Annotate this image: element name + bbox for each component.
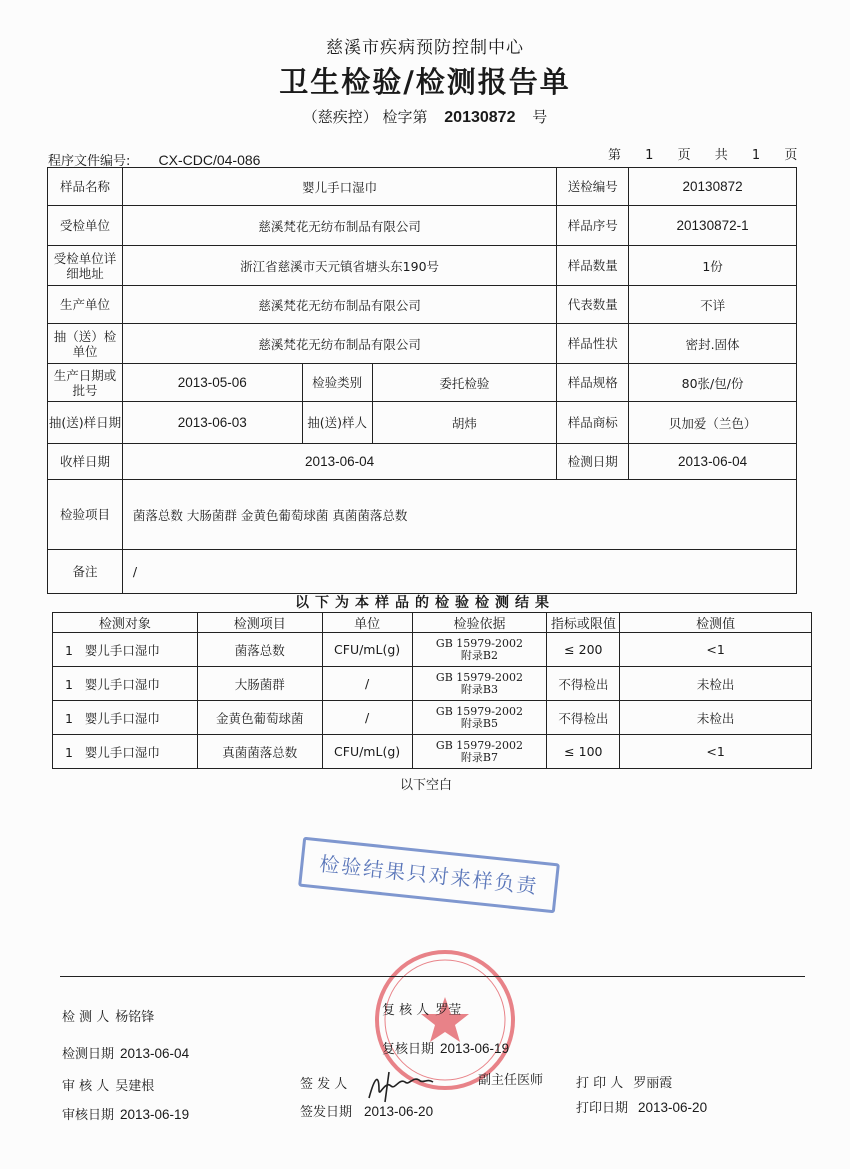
results-table xyxy=(52,612,812,769)
receive-date: 2013-06-04 xyxy=(122,444,556,480)
pagination xyxy=(608,144,817,163)
reviewer-label: 审 核 人 xyxy=(62,1079,110,1094)
test-date-sign xyxy=(62,1043,189,1062)
table-row xyxy=(48,286,797,324)
table-row xyxy=(48,444,797,480)
table-row xyxy=(48,364,797,402)
column-header: 检验依据 xyxy=(412,613,547,633)
test-type: 委托检验 xyxy=(372,364,557,402)
basis-standard: GB 15979-2002 xyxy=(435,738,523,752)
cell-label: 检验类别 xyxy=(302,364,372,402)
table-row xyxy=(48,168,797,206)
page-label: 第 xyxy=(608,148,622,163)
table-row xyxy=(53,667,812,701)
cell-label: 检测日期 xyxy=(557,444,629,480)
client-unit: 慈溪梵花无纺布制品有限公司 xyxy=(122,206,556,246)
table-row xyxy=(48,402,797,444)
issue-date-label: 签发日期 xyxy=(300,1105,353,1120)
cell-label: 样品规格 xyxy=(557,364,629,402)
basis-appendix: 附录B5 xyxy=(460,716,499,730)
production-date: 2013-05-06 xyxy=(122,364,302,402)
result-object xyxy=(53,633,198,667)
row-index: 1 xyxy=(65,676,73,692)
organization-name: 慈溪市疾病预防控制中心 xyxy=(326,38,524,58)
result-unit: / xyxy=(322,667,412,701)
report-number-value: 20130872 xyxy=(444,109,516,126)
responsibility-stamp: 检验结果只对来样负责 xyxy=(298,837,560,914)
table-row xyxy=(53,633,812,667)
object-name: 婴儿手口湿巾 xyxy=(84,642,160,658)
cell-label: 样品数量 xyxy=(557,246,629,286)
test-items: 菌落总数 大肠菌群 金黄色葡萄球菌 真菌菌落总数 xyxy=(122,480,796,550)
result-object xyxy=(53,667,198,701)
result-object xyxy=(53,701,198,735)
column-header: 单位 xyxy=(322,613,412,633)
print-date-label: 打印日期 xyxy=(576,1101,629,1116)
result-basis xyxy=(412,667,547,701)
sampling-date: 2013-06-03 xyxy=(122,402,302,444)
reviewer-name: 吴建根 xyxy=(115,1079,155,1094)
rechecker-name: 罗莹 xyxy=(435,1003,462,1018)
table-row xyxy=(48,324,797,364)
column-header: 检测项目 xyxy=(197,613,322,633)
basis-standard: GB 15979-2002 xyxy=(435,670,523,684)
cell-label: 受检单位 xyxy=(48,206,123,246)
cell-label: 生产日期或批号 xyxy=(48,364,123,402)
total-unit: 页 xyxy=(784,148,798,163)
test-date-label: 检测日期 xyxy=(62,1047,115,1062)
tester-name: 杨铭锋 xyxy=(115,1010,155,1025)
result-basis xyxy=(412,633,547,667)
table-row xyxy=(48,246,797,286)
cell-label: 抽(送)样人 xyxy=(302,402,372,444)
program-doc-label: 程序文件编号: xyxy=(48,154,131,169)
result-item: 真菌菌落总数 xyxy=(197,735,322,769)
issue-date-sign xyxy=(300,1101,433,1120)
result-unit: CFU/mL(g) xyxy=(322,633,412,667)
table-row xyxy=(48,480,797,550)
issuer-label-block xyxy=(300,1073,347,1092)
issuer-label: 签 发 人 xyxy=(300,1077,348,1092)
result-value: <1 xyxy=(620,633,812,667)
report-number xyxy=(0,106,850,127)
sample-info-table xyxy=(47,167,797,594)
client-address: 浙江省慈溪市天元镇省塘头东190号 xyxy=(122,246,556,286)
report-number-prefix: （慈疾控） 检字第 xyxy=(302,108,428,126)
review-date-label: 审核日期 xyxy=(62,1108,115,1123)
result-limit: 不得检出 xyxy=(547,701,620,735)
basis-standard: GB 15979-2002 xyxy=(435,704,523,718)
review-date-sign xyxy=(62,1104,189,1123)
results-title: 以下为本样品的检验检测结果 xyxy=(295,595,555,611)
submit-number: 20130872 xyxy=(629,168,797,206)
test-date-value: 2013-06-04 xyxy=(120,1046,190,1061)
results-header-row xyxy=(53,613,812,633)
column-header: 检测值 xyxy=(620,613,812,633)
blank-below-note: 以下空白 xyxy=(400,778,453,793)
cell-label: 受检单位详细地址 xyxy=(48,246,123,286)
row-index: 1 xyxy=(65,642,73,658)
sample-brand: 贝加爱（兰色） xyxy=(629,402,797,444)
tester-label: 检 测 人 xyxy=(62,1010,110,1025)
table-row xyxy=(48,206,797,246)
printer-name: 罗丽霞 xyxy=(633,1076,673,1091)
cell-label: 样品名称 xyxy=(48,168,123,206)
total-pages: 1 xyxy=(751,148,761,163)
tester xyxy=(62,1006,154,1025)
result-limit: ≤ 100 xyxy=(547,735,620,769)
cell-label: 送检编号 xyxy=(557,168,629,206)
cell-label: 收样日期 xyxy=(48,444,123,480)
rechecker-label: 复 核 人 xyxy=(382,1003,430,1018)
report-title: 卫生检验/检测报告单 xyxy=(279,65,571,99)
column-header: 指标或限值 xyxy=(547,613,620,633)
program-doc-value: CX-CDC/04-086 xyxy=(158,152,261,168)
cell-label: 检验项目 xyxy=(48,480,123,550)
result-value: <1 xyxy=(620,735,812,769)
result-unit: / xyxy=(322,701,412,735)
cell-label: 样品序号 xyxy=(557,206,629,246)
recheck-date-label: 复核日期 xyxy=(382,1042,435,1057)
review-date-value: 2013-06-19 xyxy=(120,1107,190,1122)
sample-sequence: 20130872-1 xyxy=(629,206,797,246)
cell-label: 抽（送）检单位 xyxy=(48,324,123,364)
result-item: 金黄色葡萄球菌 xyxy=(197,701,322,735)
basis-appendix: 附录B7 xyxy=(460,750,499,764)
cell-label: 样品商标 xyxy=(557,402,629,444)
printer-label: 打 印 人 xyxy=(576,1076,624,1091)
table-row xyxy=(53,701,812,735)
result-basis xyxy=(412,701,547,735)
result-value: 未检出 xyxy=(620,667,812,701)
reviewer xyxy=(62,1075,154,1094)
sample-quantity: 1份 xyxy=(629,246,797,286)
divider-line xyxy=(60,976,805,977)
result-object xyxy=(53,735,198,769)
result-item: 菌落总数 xyxy=(197,633,322,667)
sample-spec: 80张/包/份 xyxy=(629,364,797,402)
table-row xyxy=(48,550,797,594)
cell-label: 生产单位 xyxy=(48,286,123,324)
cell-label: 代表数量 xyxy=(557,286,629,324)
sampling-unit: 慈溪梵花无纺布制品有限公司 xyxy=(122,324,556,364)
result-basis xyxy=(412,735,547,769)
cell-label: 备注 xyxy=(48,550,123,594)
result-unit: CFU/mL(g) xyxy=(322,735,412,769)
report-number-suffix: 号 xyxy=(532,108,548,126)
cell-label: 抽(送)样日期 xyxy=(48,402,123,444)
printer xyxy=(576,1072,672,1091)
remark: / xyxy=(122,550,796,594)
row-index: 1 xyxy=(65,710,73,726)
recheck-date-value: 2013-06-19 xyxy=(440,1041,510,1056)
test-date: 2013-06-04 xyxy=(629,444,797,480)
cell-label: 样品性状 xyxy=(557,324,629,364)
rechecker xyxy=(382,999,461,1018)
recheck-date-sign xyxy=(382,1038,509,1057)
sample-state: 密封.固体 xyxy=(629,324,797,364)
sample-name: 婴儿手口湿巾 xyxy=(122,168,556,206)
page-unit: 页 xyxy=(677,148,691,163)
basis-appendix: 附录B2 xyxy=(460,648,499,662)
object-name: 婴儿手口湿巾 xyxy=(84,676,160,692)
page-number: 1 xyxy=(645,148,654,163)
column-header: 检测对象 xyxy=(53,613,198,633)
issuer-title: 副主任医师 xyxy=(478,1073,544,1088)
table-row xyxy=(53,735,812,769)
row-index: 1 xyxy=(65,744,73,760)
sampler: 胡炜 xyxy=(372,402,557,444)
total-label: 共 xyxy=(714,148,728,163)
issue-date-value: 2013-06-20 xyxy=(364,1104,434,1119)
result-item: 大肠菌群 xyxy=(197,667,322,701)
object-name: 婴儿手口湿巾 xyxy=(84,710,160,726)
result-limit: 不得检出 xyxy=(547,667,620,701)
producer-unit: 慈溪梵花无纺布制品有限公司 xyxy=(122,286,556,324)
print-date-value: 2013-06-20 xyxy=(638,1100,708,1115)
print-date-sign xyxy=(576,1097,707,1116)
result-value: 未检出 xyxy=(620,701,812,735)
basis-appendix: 附录B3 xyxy=(460,682,499,696)
result-limit: ≤ 200 xyxy=(547,633,620,667)
basis-standard: GB 15979-2002 xyxy=(435,636,523,650)
object-name: 婴儿手口湿巾 xyxy=(84,744,160,760)
representative-quantity: 不详 xyxy=(629,286,797,324)
